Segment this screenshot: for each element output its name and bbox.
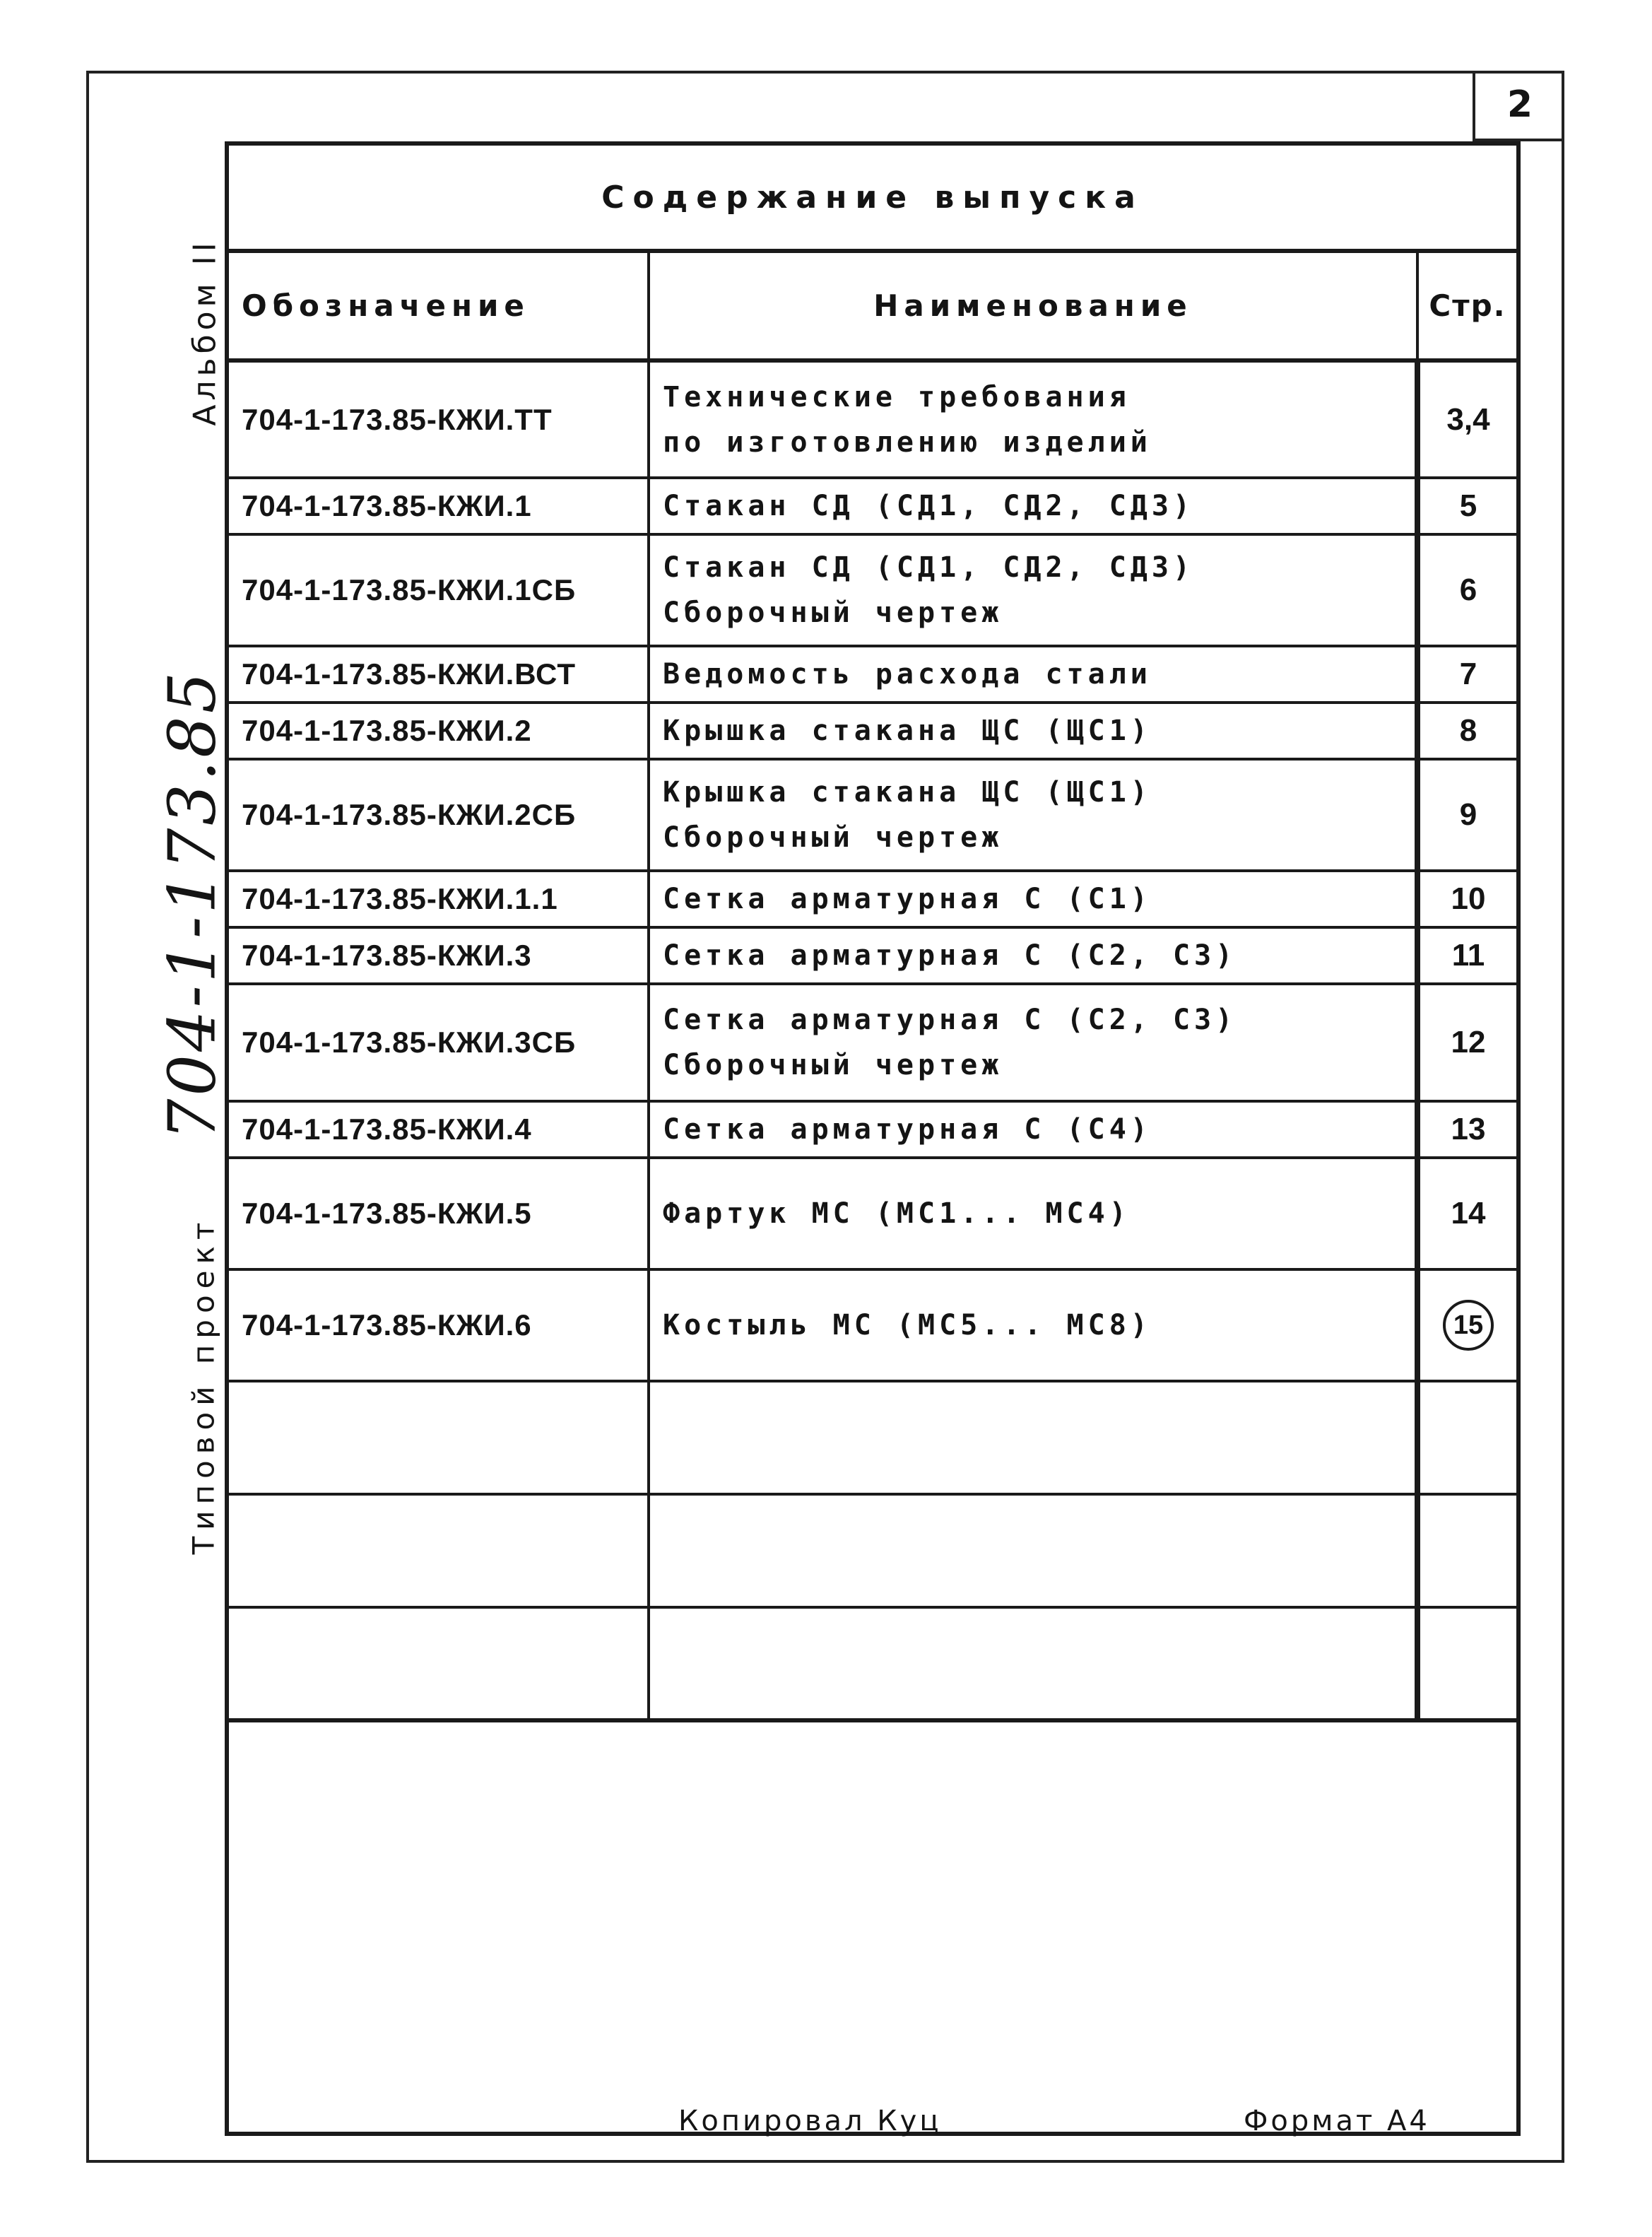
row-code: 704-1-173.85-КЖИ.6 <box>229 1269 649 1381</box>
row-page: 6 <box>1417 534 1516 646</box>
table-row <box>229 759 1516 871</box>
row-page: 13 <box>1417 1101 1516 1158</box>
side-album-label: Альбом II <box>187 238 223 426</box>
table-row <box>229 1158 1516 1269</box>
row-name-line2: Сборочный чертеж <box>663 1049 1003 1081</box>
row-page: 3,4 <box>1417 360 1516 478</box>
row-name <box>649 1101 1417 1158</box>
row-name <box>649 703 1417 759</box>
row-code: 704-1-173.85-КЖИ.3СБ <box>229 984 649 1101</box>
row-page: 11 <box>1417 927 1516 984</box>
empty-cell <box>1417 1381 1516 1494</box>
row-name-line2: Сборочный чертеж <box>663 597 1003 629</box>
format-note: Формат А4 <box>1244 2105 1430 2137</box>
contents-frame <box>225 141 1521 2136</box>
row-page: 5 <box>1417 478 1516 534</box>
row-name-line1: Технические требования <box>663 380 1131 413</box>
sheet-number: 2 <box>1473 71 1564 141</box>
table-row <box>229 478 1516 534</box>
row-page: 9 <box>1417 759 1516 871</box>
row-name-line1: Стакан СД (СД1, СД2, СД3) <box>663 551 1195 584</box>
column-header-designation: Обозначение <box>229 253 649 360</box>
table-header-row <box>229 253 1516 360</box>
row-name-line1: Крышка стакана ЩС (ЩС1) <box>663 715 1152 747</box>
row-name <box>649 1158 1417 1269</box>
empty-cell <box>1417 1607 1516 1720</box>
row-page <box>1417 1269 1516 1381</box>
row-page: 7 <box>1417 646 1516 703</box>
row-name <box>649 984 1417 1101</box>
circled-page-number: 15 <box>1443 1300 1494 1351</box>
empty-cell <box>1417 1494 1516 1607</box>
row-name-line1: Стакан СД (СД1, СД2, СД3) <box>663 490 1195 522</box>
row-name-line1: Ведомость расхода стали <box>663 658 1152 691</box>
table-row <box>229 1101 1516 1158</box>
row-code: 704-1-173.85-КЖИ.1СБ <box>229 534 649 646</box>
table-row <box>229 871 1516 927</box>
empty-cell <box>649 1607 1417 1720</box>
contents-table <box>229 253 1516 1722</box>
table-row <box>229 646 1516 703</box>
row-name-line1: Сетка арматурная С (С1) <box>663 883 1152 915</box>
row-page: 10 <box>1417 871 1516 927</box>
column-header-name: Наименование <box>649 253 1417 360</box>
side-project-code: 704-1-173.85 <box>154 669 230 1141</box>
row-name-line1: Сетка арматурная С (С2, С3) <box>663 939 1237 972</box>
table-row <box>229 360 1516 478</box>
row-name-line2: Сборочный чертеж <box>663 821 1003 854</box>
row-code: 704-1-173.85-КЖИ.3 <box>229 927 649 984</box>
row-name-line1: Костыль МС (МС5... МС8) <box>663 1309 1152 1341</box>
row-name-line1: Крышка стакана ЩС (ЩС1) <box>663 776 1152 809</box>
table-row <box>229 703 1516 759</box>
table-row <box>229 984 1516 1101</box>
row-name <box>649 927 1417 984</box>
row-name <box>649 871 1417 927</box>
row-code: 704-1-173.85-КЖИ.1 <box>229 478 649 534</box>
table-row <box>229 1269 1516 1381</box>
row-name <box>649 646 1417 703</box>
table-row <box>229 927 1516 984</box>
empty-row <box>229 1381 1516 1494</box>
row-name-line1: Фартук МС (МС1... МС4) <box>663 1197 1131 1230</box>
row-name-line1: Сетка арматурная С (С4) <box>663 1113 1152 1146</box>
column-header-page: Стр. <box>1417 253 1516 360</box>
row-page: 14 <box>1417 1158 1516 1269</box>
side-project-label: Типовой проект <box>186 1216 221 1555</box>
empty-cell <box>649 1381 1417 1494</box>
row-code: 704-1-173.85-КЖИ.ТТ <box>229 360 649 478</box>
row-page: 8 <box>1417 703 1516 759</box>
row-name <box>649 759 1417 871</box>
row-name <box>649 478 1417 534</box>
row-page: 12 <box>1417 984 1516 1101</box>
row-name-line1: Сетка арматурная С (С2, С3) <box>663 1004 1237 1036</box>
empty-cell <box>649 1494 1417 1607</box>
row-code: 704-1-173.85-КЖИ.2 <box>229 703 649 759</box>
empty-row <box>229 1494 1516 1607</box>
empty-row <box>229 1607 1516 1720</box>
empty-cell <box>229 1494 649 1607</box>
row-name <box>649 1269 1417 1381</box>
row-name <box>649 534 1417 646</box>
page-title: Содержание выпуска <box>229 146 1516 253</box>
copied-by-note: Копировал Куц <box>678 2105 942 2137</box>
row-code: 704-1-173.85-КЖИ.4 <box>229 1101 649 1158</box>
row-code: 704-1-173.85-КЖИ.ВСТ <box>229 646 649 703</box>
empty-cell <box>229 1607 649 1720</box>
row-name-line2: по изготовлению изделий <box>663 425 1152 459</box>
row-code: 704-1-173.85-КЖИ.2СБ <box>229 759 649 871</box>
table-row <box>229 534 1516 646</box>
empty-cell <box>229 1381 649 1494</box>
row-code: 704-1-173.85-КЖИ.1.1 <box>229 871 649 927</box>
row-name <box>649 360 1417 478</box>
row-code: 704-1-173.85-КЖИ.5 <box>229 1158 649 1269</box>
